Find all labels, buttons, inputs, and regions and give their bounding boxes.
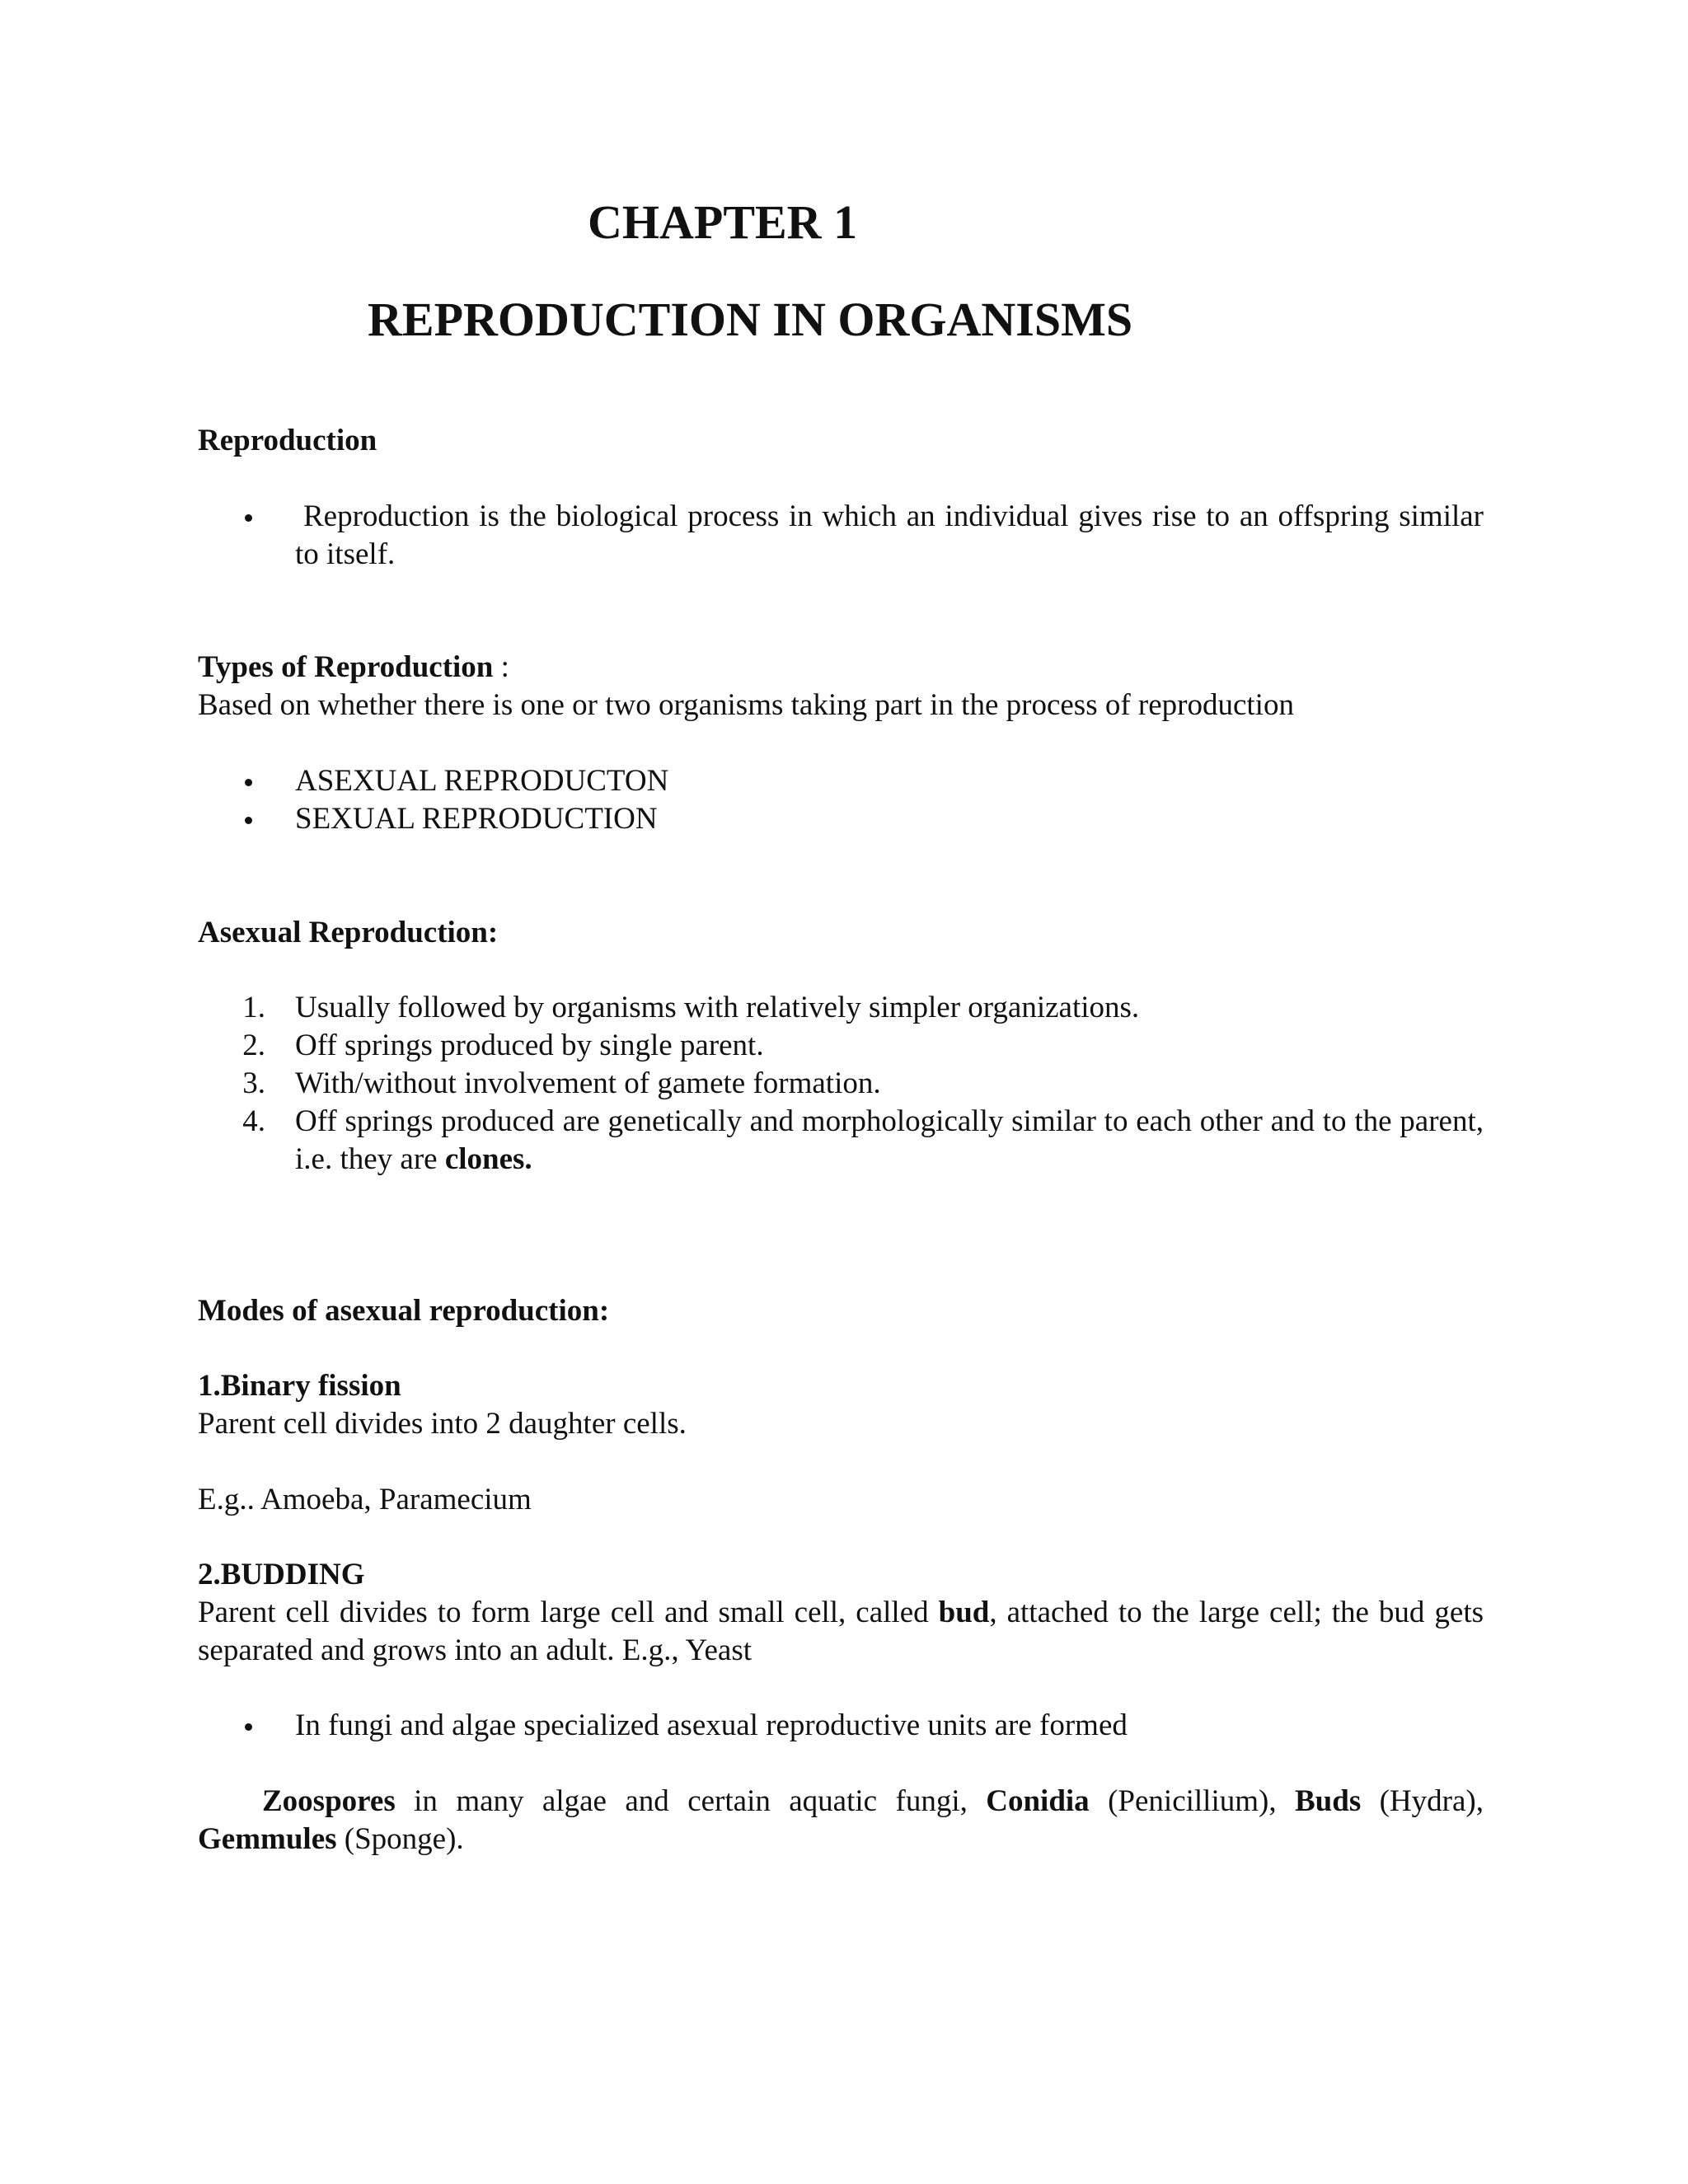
list-item [0, 800, 1688, 838]
type-sexual-text: SEXUAL REPRODUCTION [295, 802, 658, 836]
buds-term: Buds [1295, 1784, 1362, 1818]
bullet-icon [245, 779, 252, 786]
binary-fission-heading: 1.Binary fission [198, 1369, 401, 1403]
binary-fission-example: E.g.. Amoeba, Paramecium [198, 1483, 532, 1516]
conidia-term: Conidia [986, 1784, 1090, 1818]
binary-fission-text: Parent cell divides into 2 daughter cells. [198, 1407, 687, 1441]
asexual-point-text: With/without involvement of gamete formation. [295, 1066, 881, 1100]
budding-heading [198, 1556, 365, 1594]
list-item [0, 1707, 1688, 1745]
chapter-label: CHAPTER 1 [588, 195, 858, 249]
types-heading-colon: : [493, 650, 509, 684]
asexual-point-text [295, 1103, 1484, 1179]
list-item [0, 989, 1688, 1027]
type-asexual-text: ASEXUAL REPRODUCTON [295, 764, 669, 798]
section-heading-reproduction: Reproduction [198, 424, 377, 457]
conidia-desc: (Penicillium), [1089, 1784, 1295, 1818]
list-item [0, 1027, 1688, 1065]
asexual-point-text-main: Off springs produced are genetically and morphologically similar to each other and to the parent, i.e. they are [295, 1104, 1484, 1176]
bud-term: bud [938, 1596, 990, 1629]
list-item [0, 1103, 1688, 1179]
budding-text-before: Parent cell divides to form large cell and small cell, called [198, 1596, 939, 1629]
list-item [0, 762, 1688, 800]
budding-text-after: , attached to the large cell; the bud gets separated and grows into an adult. E.g., Yeast [198, 1596, 1484, 1667]
buds-desc: (Hydra), [1361, 1784, 1484, 1818]
section-heading-asexual: Asexual Reproduction: [198, 916, 499, 949]
budding-description [198, 1594, 1484, 1670]
zoospores-term: Zoospores [262, 1784, 396, 1818]
asexual-point-text: Usually followed by organisms with relatively simpler organizations. [295, 991, 1140, 1024]
section-heading-types [198, 649, 509, 687]
bullet-icon [245, 1723, 252, 1731]
gemmules-desc: (Sponge). [336, 1822, 464, 1856]
reproduction-definition-item [0, 498, 1688, 574]
list-number: 1. [242, 991, 265, 1024]
list-number: 4. [242, 1104, 265, 1138]
budding-bullet-text: In fungi and algae specialized asexual reproductive units are formed [295, 1708, 1128, 1742]
gemmules-term: Gemmules [198, 1822, 337, 1856]
reproduction-definition-text: Reproduction is the biological process in which an individual gives rise to an offspring similar to itself. [295, 499, 1484, 571]
bullet-icon [245, 817, 252, 824]
asexual-point-text: Off springs produced by single parent. [295, 1029, 764, 1062]
reproductive-units-paragraph [198, 1783, 1484, 1858]
clones-term: clones. [444, 1142, 532, 1176]
list-item [0, 1065, 1688, 1103]
budding-heading-number: 2. [198, 1558, 221, 1591]
types-intro-text: Based on whether there is one or two organisms taking part in the process of reproduction [198, 688, 1294, 722]
list-number: 3. [242, 1066, 265, 1100]
chapter-title: REPRODUCTION IN ORGANISMS [368, 293, 1133, 346]
bullet-icon [245, 514, 252, 522]
list-number: 2. [242, 1029, 265, 1062]
budding-heading-text: BUDDING [220, 1558, 365, 1591]
types-heading-text: Types of Reproduction [198, 650, 494, 684]
zoospores-desc: in many algae and certain aquatic fungi, [395, 1784, 987, 1818]
section-heading-modes: Modes of asexual reproduction: [198, 1294, 610, 1328]
